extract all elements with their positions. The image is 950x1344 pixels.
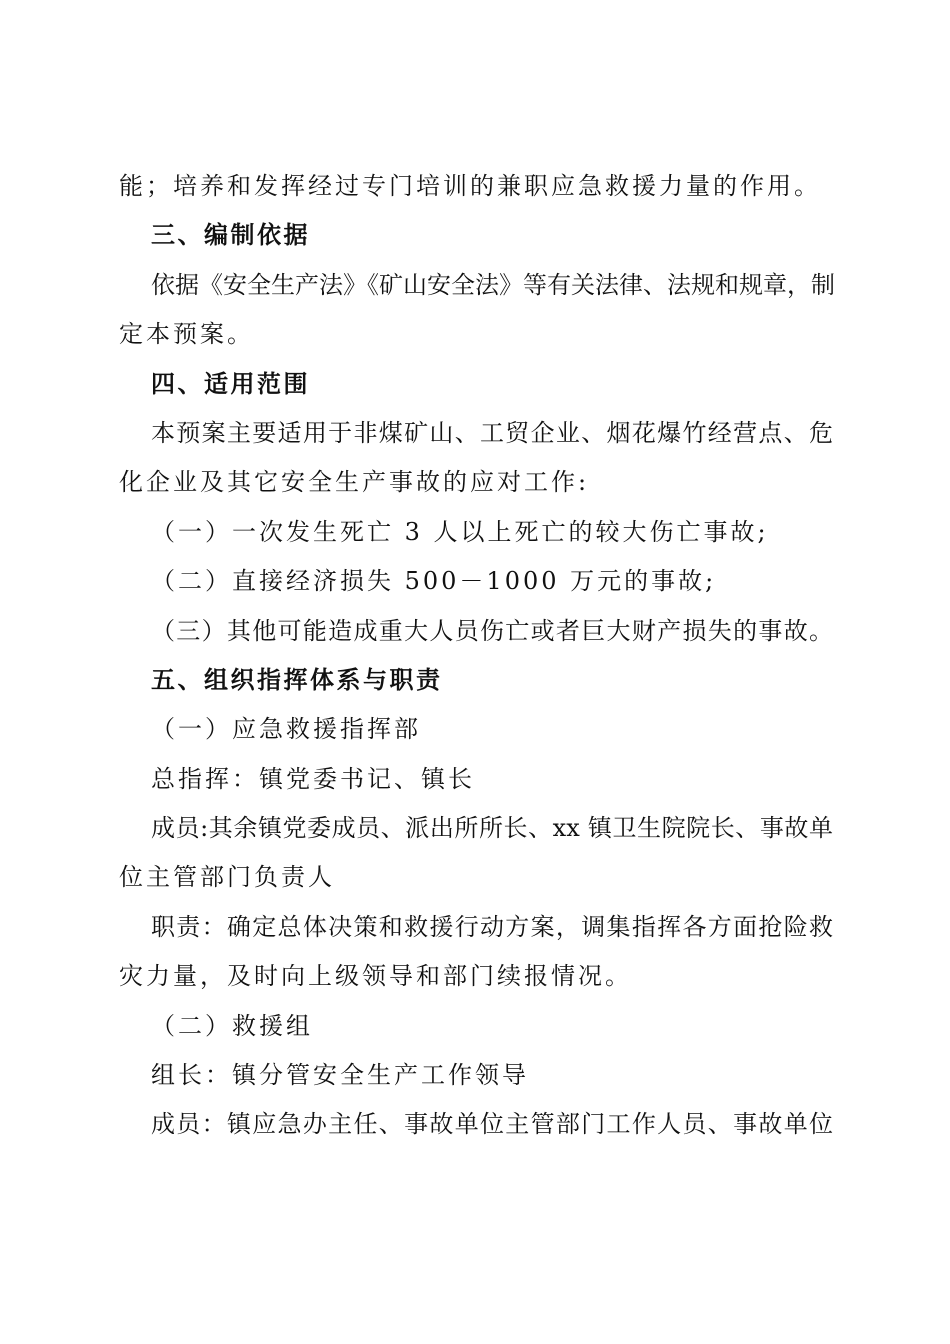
list-item: （三）其他可能造成重大人员伤亡或者巨大财产损失的事故。: [151, 616, 833, 645]
section-heading-basis: 三、编制依据: [151, 221, 310, 250]
paragraph-continuation: 能；培养和发挥经过专门培训的兼职应急救援力量的作用。: [119, 172, 821, 200]
paragraph-line: 组长：镇分管安全生产工作领导: [151, 1061, 529, 1090]
section-heading-scope: 四、适用范围: [151, 369, 310, 398]
document-body: [119, 162, 833, 1150]
paragraph-line: 成员:其余镇党委成员、派出所所长、xx 镇卫生院院长、事故单: [151, 814, 833, 843]
subsection-heading: （二）救援组: [151, 1011, 313, 1040]
subsection-heading: （一）应急救援指挥部: [151, 715, 421, 744]
paragraph-line: 成员：镇应急办主任、事故单位主管部门工作人员、事故单位: [151, 1110, 833, 1139]
paragraph-line: 灾力量，及时向上级领导和部门续报情况。: [119, 962, 632, 991]
section-heading-organization: 五、组织指挥体系与职责: [151, 665, 443, 694]
paragraph-line: 定本预案。: [119, 320, 254, 349]
paragraph-line: 位主管部门负责人: [119, 863, 335, 892]
list-item: （二）直接经济损失 500－1000 万元的事故;: [151, 567, 717, 596]
paragraph-line: 职责：确定总体决策和救援行动方案，调集指挥各方面抢险救: [151, 912, 833, 941]
paragraph-line: 总指挥：镇党委书记、镇长: [151, 764, 475, 793]
paragraph-line: 依据《安全生产法》《矿山安全法》等有关法律、法规和规章，制: [151, 270, 835, 299]
list-item: （一）一次发生死亡 3 人以上死亡的较大伤亡事故;: [151, 517, 769, 546]
paragraph-line: 化企业及其它安全生产事故的应对工作:: [119, 468, 590, 497]
paragraph-line: 本预案主要适用于非煤矿山、工贸企业、烟花爆竹经营点、危: [151, 418, 833, 447]
